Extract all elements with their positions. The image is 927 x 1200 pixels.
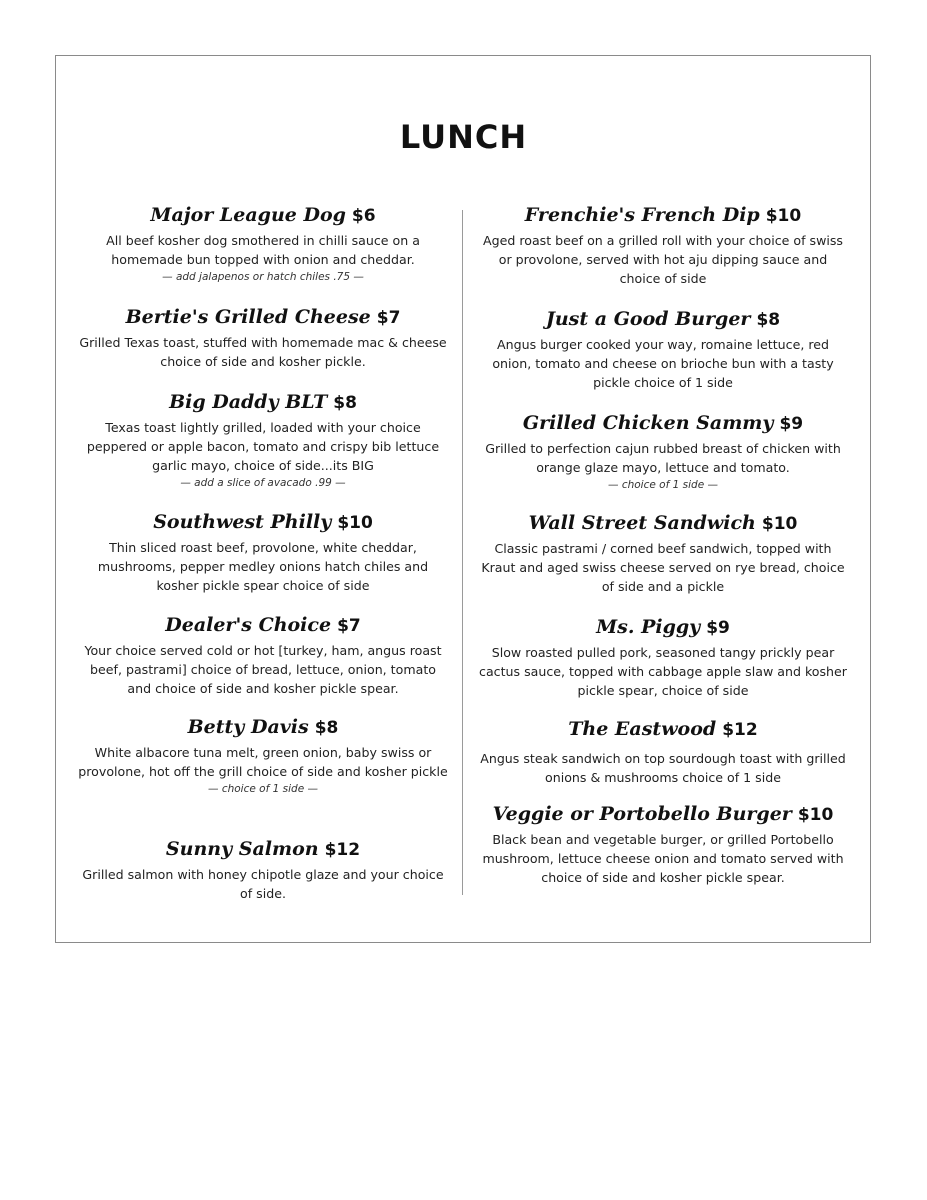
item-description: White albacore tuna melt, green onion, baby swiss or provolone, hot off the grill choice of side and kosher pickle xyxy=(78,745,448,779)
menu-title: LUNCH xyxy=(399,118,528,156)
item-name: Southwest Philly xyxy=(153,511,332,533)
item-price: $8 xyxy=(314,718,339,738)
item-description: Black bean and vegetable burger, or grilled Portobello mushroom, lettuce cheese onion and tomato served with choice of side and kosher pickle spear. xyxy=(482,832,844,885)
item-description: Angus steak sandwich on top sourdough toast with grilled onions & mushrooms choice of 1 side xyxy=(480,751,846,785)
item-name: Betty Davis xyxy=(187,716,309,738)
menu-item-veggie-or-portobello-burger xyxy=(478,799,848,887)
menu-item-southwest-philly xyxy=(78,507,448,595)
item-price: $12 xyxy=(324,840,361,860)
item-note: — add a slice of avacado .99 — xyxy=(180,477,346,489)
item-price: $9 xyxy=(706,618,730,638)
item-name: Grilled Chicken Sammy xyxy=(522,412,774,434)
menu-item-dealers-choice xyxy=(78,610,448,698)
item-price: $10 xyxy=(761,514,798,534)
column-divider xyxy=(462,210,463,895)
item-description: Your choice served cold or hot [turkey, ham, angus roast beef, pastrami] choice of bread, lettuce, onion, tomato and choice of side and kosher pickle spear. xyxy=(84,643,442,696)
item-description: Texas toast lightly grilled, loaded with your choice peppered or apple bacon, tomato and crispy bib lettuce garlic mayo, choice of side...its BIG xyxy=(86,420,440,473)
item-name: Ms. Piggy xyxy=(596,616,701,638)
item-name: The Eastwood xyxy=(568,718,717,740)
item-description: Grilled to perfection cajun rubbed breast of chicken with orange glaze mayo, lettuce and tomato. xyxy=(485,441,841,475)
item-description: Angus burger cooked your way, romaine lettuce, red onion, tomato and cheese on brioche bun with a tasty pickle choice of 1 side xyxy=(492,337,834,390)
menu-item-frenchies-french-dip xyxy=(478,200,848,288)
item-name: Dealer's Choice xyxy=(165,614,332,636)
item-description: Classic pastrami / corned beef sandwich, topped with Kraut and aged swiss cheese served on rye bread, choice of side and a pickle xyxy=(481,541,845,594)
menu-item-big-daddy-blt xyxy=(78,387,448,491)
item-name: Bertie's Grilled Cheese xyxy=(125,306,371,328)
menu-item-sunny-salmon xyxy=(78,834,448,903)
item-name: Frenchie's French Dip xyxy=(524,204,760,226)
item-price: $9 xyxy=(779,414,804,434)
item-name: Veggie or Portobello Burger xyxy=(492,803,792,825)
item-note: — choice of 1 side — xyxy=(207,783,318,795)
item-description: Thin sliced roast beef, provolone, white cheddar, mushrooms, pepper medley onions hatch chiles and kosher pickle spear choice of side xyxy=(97,540,429,593)
item-name: Major League Dog xyxy=(150,204,346,226)
item-name: Big Daddy BLT xyxy=(169,391,328,413)
menu-item-grilled-chicken-sammy xyxy=(478,408,848,493)
item-price: $10 xyxy=(797,805,834,825)
menu-item-wall-street-sandwich xyxy=(478,508,848,596)
menu-item-betty-davis xyxy=(78,712,448,797)
item-description: Grilled Texas toast, stuffed with homemade mac & cheese choice of side and kosher pickle. xyxy=(79,335,447,369)
item-price: $8 xyxy=(756,310,781,330)
item-name: Just a Good Burger xyxy=(545,308,751,330)
item-price: $6 xyxy=(351,206,376,226)
menu-item-berties-grilled-cheese xyxy=(78,302,448,371)
item-description: Slow roasted pulled pork, seasoned tangy prickly pear cactus sauce, topped with cabbage apple slaw and kosher pickle spear, choice of side xyxy=(479,645,847,698)
item-name: Wall Street Sandwich xyxy=(528,512,756,534)
item-price: $10 xyxy=(337,513,373,533)
item-description: All beef kosher dog smothered in chilli sauce on a homemade bun topped with onion and cheddar. xyxy=(106,233,420,267)
menu-item-just-a-good-burger xyxy=(478,304,848,392)
item-price: $7 xyxy=(376,308,401,328)
item-name: Sunny Salmon xyxy=(165,838,319,860)
item-description: Aged roast beef on a grilled roll with your choice of swiss or provolone, served with hot aju dipping sauce and choice of side xyxy=(483,233,843,286)
item-price: $8 xyxy=(333,393,357,413)
item-note: — choice of 1 side — xyxy=(607,479,718,491)
item-note: — add jalapenos or hatch chiles .75 — xyxy=(162,271,364,283)
item-description: Grilled salmon with honey chipotle glaze and your choice of side. xyxy=(82,867,444,901)
menu-item-the-eastwood xyxy=(478,714,848,787)
menu-item-ms-piggy xyxy=(478,612,848,700)
item-price: $10 xyxy=(765,206,802,226)
item-price: $12 xyxy=(722,720,758,740)
item-price: $7 xyxy=(337,616,361,636)
menu-item-major-league-dog xyxy=(78,200,448,285)
